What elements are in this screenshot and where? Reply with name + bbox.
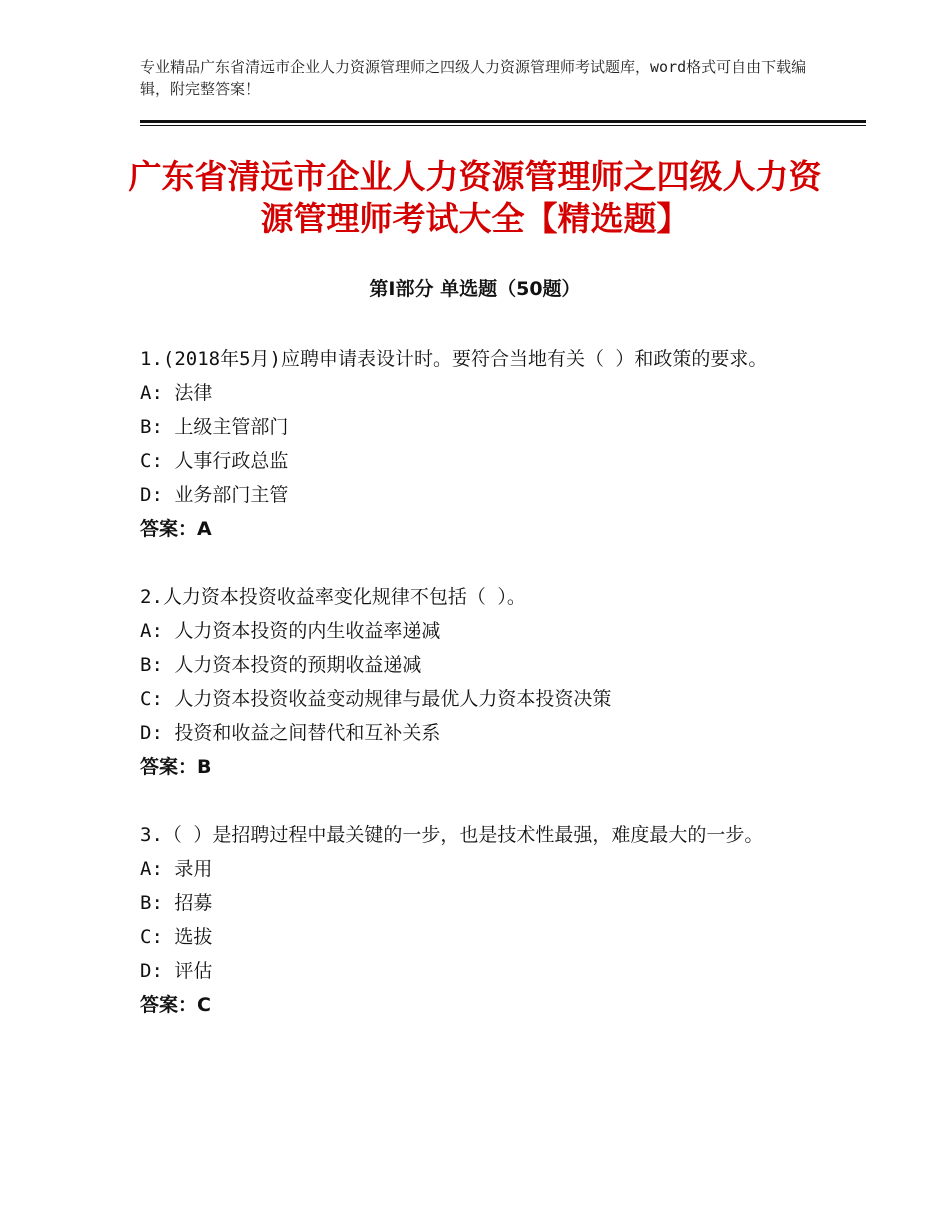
- option-d: D: 业务部门主管: [140, 484, 289, 506]
- option-a: A: 录用: [140, 858, 213, 880]
- header-rule-thick: [140, 120, 866, 123]
- option-c: C: 人事行政总监: [140, 450, 289, 472]
- option-d: D: 投资和收益之间替代和互补关系: [140, 722, 441, 744]
- option-b: B: 人力资本投资的预期收益递减: [140, 654, 422, 676]
- option-a: A: 人力资本投资的内生收益率递减: [140, 620, 441, 642]
- option-a: A: 法律: [140, 382, 213, 404]
- question-1: [140, 342, 820, 546]
- option-d: D: 评估: [140, 960, 213, 982]
- header-note: 专业精品广东省清远市企业人力资源管理师之四级人力资源管理师考试题库，word格式可自由下载编辑，附完整答案！: [140, 58, 807, 98]
- question-stem: 2.人力资本投资收益率变化规律不包括（ ）。: [140, 586, 526, 608]
- option-c: C: 选拔: [140, 926, 213, 948]
- header-rule-thin: [140, 125, 866, 126]
- answer-line: 答案：C: [140, 994, 211, 1016]
- question-3: [140, 818, 820, 1022]
- question-2: [140, 580, 820, 784]
- answer-line: 答案：B: [140, 756, 212, 778]
- question-stem: 1.(2018年5月)应聘申请表设计时。要符合当地有关（ ）和政策的要求。: [140, 348, 768, 370]
- option-c: C: 人力资本投资收益变动规律与最优人力资本投资决策: [140, 688, 612, 710]
- option-b: B: 招募: [140, 892, 213, 914]
- question-stem: 3.（ ）是招聘过程中最关键的一步，也是技术性最强，难度最大的一步。: [140, 824, 764, 846]
- answer-line: 答案：A: [140, 518, 212, 540]
- section-title: 第Ⅰ部分 单选题（50题）: [369, 278, 581, 300]
- question-list: [140, 342, 820, 1056]
- option-b: B: 上级主管部门: [140, 416, 289, 438]
- document-title: 广东省清远市企业人力资源管理师之四级人力资源管理师考试大全【精选题】: [128, 157, 822, 238]
